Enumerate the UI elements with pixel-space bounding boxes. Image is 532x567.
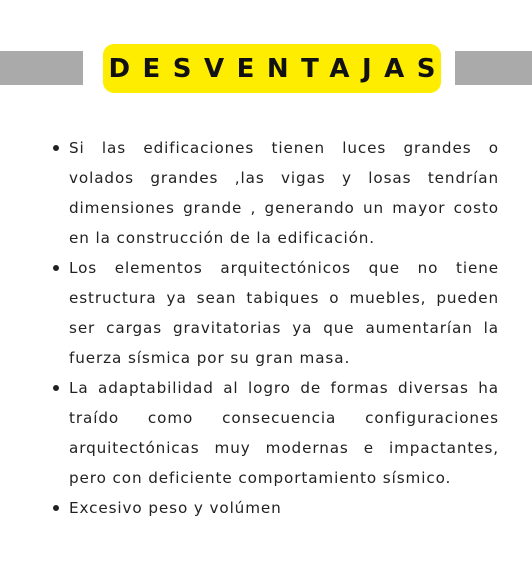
list-item	[48, 133, 499, 253]
list-item-text: La adaptabilidad al logro de formas diversas ha traído como consecuencia configuraciones arquitectónicas muy modernas e impactantes, pero con deficiente comportamiento sísmico.	[69, 379, 499, 487]
right-divider-bar	[455, 51, 532, 85]
list-item	[48, 493, 499, 523]
list-item-text: Los elementos arquitectónicos que no tiene estructura ya sean tabiques o muebles, pueden ser cargas gravitatorias ya que aumentarían la fuerza sísmica por su gran masa.	[69, 259, 499, 367]
left-divider-bar	[0, 51, 83, 85]
title-banner	[103, 44, 449, 93]
bullet-icon	[53, 385, 59, 391]
list-item-text: Excesivo peso y volúmen	[69, 499, 282, 517]
disadvantages-list	[48, 133, 499, 523]
list-item	[48, 373, 499, 493]
bullet-icon	[53, 145, 59, 151]
bullet-icon	[53, 505, 59, 511]
list-item-text: Si las edificaciones tienen luces grandes o volados grandes ,las vigas y losas tendrían dimensiones grande , generando un mayor costo en la construcción de la edificación.	[69, 139, 499, 247]
page-title: DESVENTAJAS	[108, 53, 449, 84]
list-item	[48, 253, 499, 373]
bullet-icon	[53, 265, 59, 271]
